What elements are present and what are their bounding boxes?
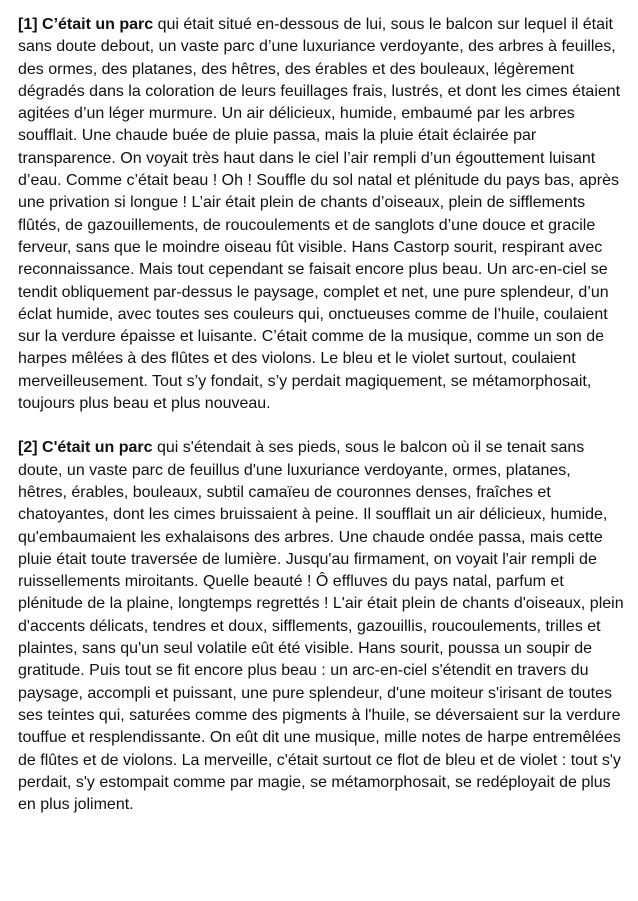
passage-2-text: qui s'étendait à ses pieds, sous le balcon où il se tenait sans doute, un vaste parc de feuillus d'une luxuriance verdoyante, ormes, platanes, hêtres, érables, bouleaux, subtil camaïeu de couronnes denses, fraîches et chatoyantes, dont les cimes bruissaient à peine. Il soufflait un air délicieux, humide, qu'embaumaient les exhalaisons des arbres. Une chaude ondée passa, mais cette pluie était toute traversée de lumière. Jusqu'au firmament, on voyait l'air rempli de ruissellements miroitants. Quelle beauté ! Ô effluves du pays natal, parfum et plénitude de la plaine, longtemps regrettés ! L'air était plein de chants d'oiseaux, plein d'accents délicats, tendres et doux, sifflements, gazouillis, roucoulements, trilles et plaintes, sans qu'un seul volatile eût été visible. Hans sourit, poussa un soupir de gratitude. Puis tout se fit encore plus beau : un arc-en-ciel s'étendit en travers du paysage, accompli et puissant, une pure splendeur, d'une moiteur s'irisant de toutes ses teintes qui, saturées comme des pigments à l'huile, se déversaient sur la verdure touffue et resplendissante. On eût dit une musique, mille notes de harpe entremêlées de flûtes et de violons. La merveille, c'était surtout ce flot de bleu et de violet : tout s'y perdait, s'y estompait comme par magie, se métamorphosait, se redéployait de plus en plus joliment. bbox=[18, 439, 624, 814]
passage-1 bbox=[18, 14, 624, 415]
passage-2-lead: C'était un parc bbox=[42, 439, 153, 457]
passage-1-number: [1] bbox=[18, 16, 38, 33]
passage-2-number: [2] bbox=[18, 439, 38, 457]
document-page bbox=[18, 14, 624, 816]
passage-1-text: qui était situé en-dessous de lui, sous le balcon sur lequel il était sans doute debout, un vaste parc d’une luxuriance verdoyante, des arbres à feuilles, des ormes, des platanes, des hêtres, des érables et des bouleaux, légèrement dégradés dans la coloration de leurs feuillages frais, lustrés, et dont les cimes étaient agitées d’un léger murmure. Un air délicieux, humide, embaumé par les arbres soufflait. Une chaude buée de pluie passa, mais la pluie était éclairée par transparence. On voyait très haut dans le ciel l’air rempli d’un égouttement luisant d’eau. Comme c’était beau ! Oh ! Souffle du sol natal et plénitude du pays bas, après une privation si longue ! L’air était plein de chants d’oiseaux, plein de sifflements flûtés, de gazouillements, de roucoulements et de sanglots d’une douce et gracile ferveur, sans que le moindre oiseau fût visible. Hans Castorp sourit, respirant avec reconnaissance. Mais tout cependant se faisait encore plus beau. Un arc-en-ciel se tendit obliquement par-dessus le paysage, complet et net, une pure splendeur, d’un éclat humide, avec toutes ses couleurs qui, onctueuses comme de l’huile, coulaient sur la verdure épaisse et luisante. C’était comme de la musique, comme un son de harpes mêlées à des flûtes et des violons. Le bleu et le violet surtout, coulaient merveilleusement. Tout s’y fondait, s’y perdait magiquement, se métamorphosait, toujours plus beau et plus nouveau. bbox=[18, 16, 621, 413]
passage-2 bbox=[18, 437, 624, 816]
passage-1-lead: C’était un parc bbox=[42, 16, 154, 33]
